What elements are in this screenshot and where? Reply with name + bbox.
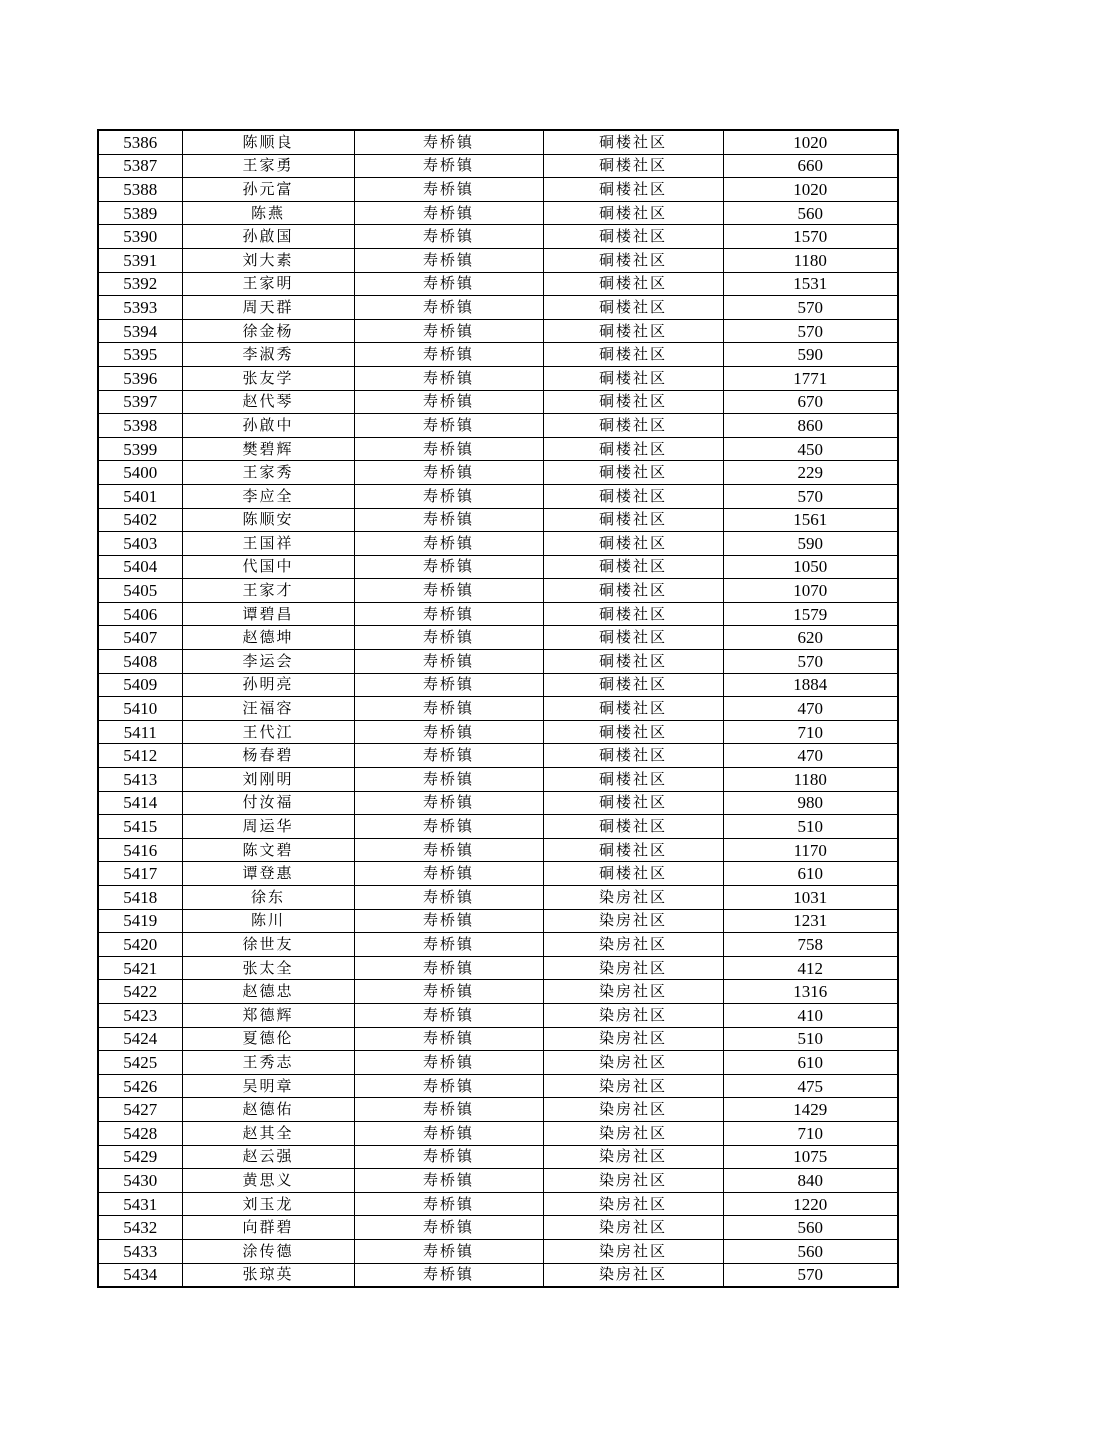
table-row xyxy=(98,178,898,202)
cell-name: 张友学 xyxy=(182,366,354,390)
cell-number: 5415 xyxy=(98,815,182,839)
cell-community: 硐楼社区 xyxy=(543,296,723,320)
table-row xyxy=(98,862,898,886)
cell-community: 硐楼社区 xyxy=(543,650,723,674)
cell-number: 5427 xyxy=(98,1098,182,1122)
table-row xyxy=(98,1074,898,1098)
cell-town: 寿桥镇 xyxy=(354,768,543,792)
cell-name: 张太全 xyxy=(182,956,354,980)
table-row xyxy=(98,414,898,438)
cell-community: 硐楼社区 xyxy=(543,484,723,508)
cell-number: 5429 xyxy=(98,1145,182,1169)
cell-name: 刘刚明 xyxy=(182,768,354,792)
table-row xyxy=(98,532,898,556)
cell-amount: 860 xyxy=(723,414,898,438)
table-row xyxy=(98,956,898,980)
cell-number: 5419 xyxy=(98,909,182,933)
cell-town: 寿桥镇 xyxy=(354,862,543,886)
cell-community: 硐楼社区 xyxy=(543,508,723,532)
table-row xyxy=(98,461,898,485)
cell-community: 硐楼社区 xyxy=(543,461,723,485)
cell-name: 徐金杨 xyxy=(182,319,354,343)
cell-name: 黄思义 xyxy=(182,1169,354,1193)
cell-number: 5401 xyxy=(98,484,182,508)
cell-amount: 412 xyxy=(723,956,898,980)
cell-number: 5431 xyxy=(98,1192,182,1216)
cell-amount: 710 xyxy=(723,1121,898,1145)
table-row xyxy=(98,650,898,674)
cell-name: 王家明 xyxy=(182,272,354,296)
cell-amount: 670 xyxy=(723,390,898,414)
cell-amount: 1429 xyxy=(723,1098,898,1122)
cell-amount: 620 xyxy=(723,626,898,650)
cell-number: 5424 xyxy=(98,1027,182,1051)
cell-number: 5399 xyxy=(98,437,182,461)
cell-number: 5405 xyxy=(98,579,182,603)
cell-number: 5421 xyxy=(98,956,182,980)
table-row xyxy=(98,154,898,178)
cell-community: 硐楼社区 xyxy=(543,201,723,225)
cell-town: 寿桥镇 xyxy=(354,886,543,910)
cell-town: 寿桥镇 xyxy=(354,956,543,980)
cell-town: 寿桥镇 xyxy=(354,1145,543,1169)
cell-community: 染房社区 xyxy=(543,1263,723,1287)
cell-town: 寿桥镇 xyxy=(354,815,543,839)
cell-number: 5403 xyxy=(98,532,182,556)
cell-community: 染房社区 xyxy=(543,980,723,1004)
cell-community: 染房社区 xyxy=(543,956,723,980)
cell-name: 张琼英 xyxy=(182,1263,354,1287)
cell-name: 赵代琴 xyxy=(182,390,354,414)
cell-number: 5404 xyxy=(98,555,182,579)
cell-community: 硐楼社区 xyxy=(543,225,723,249)
cell-name: 陈川 xyxy=(182,909,354,933)
table-row xyxy=(98,720,898,744)
table-row xyxy=(98,296,898,320)
cell-name: 樊碧辉 xyxy=(182,437,354,461)
table-row xyxy=(98,933,898,957)
cell-name: 孙啟国 xyxy=(182,225,354,249)
cell-amount: 1884 xyxy=(723,673,898,697)
cell-town: 寿桥镇 xyxy=(354,838,543,862)
table-row xyxy=(98,602,898,626)
table-row xyxy=(98,838,898,862)
cell-amount: 560 xyxy=(723,1216,898,1240)
cell-number: 5392 xyxy=(98,272,182,296)
cell-town: 寿桥镇 xyxy=(354,508,543,532)
cell-number: 5389 xyxy=(98,201,182,225)
cell-name: 郑德辉 xyxy=(182,1003,354,1027)
cell-number: 5416 xyxy=(98,838,182,862)
table-row xyxy=(98,225,898,249)
table-row xyxy=(98,909,898,933)
table-row xyxy=(98,697,898,721)
cell-town: 寿桥镇 xyxy=(354,272,543,296)
cell-town: 寿桥镇 xyxy=(354,909,543,933)
cell-amount: 1070 xyxy=(723,579,898,603)
cell-number: 5425 xyxy=(98,1051,182,1075)
cell-amount: 470 xyxy=(723,697,898,721)
table-row xyxy=(98,1216,898,1240)
cell-town: 寿桥镇 xyxy=(354,461,543,485)
cell-amount: 450 xyxy=(723,437,898,461)
cell-name: 汪福容 xyxy=(182,697,354,721)
cell-community: 染房社区 xyxy=(543,1121,723,1145)
cell-name: 王家勇 xyxy=(182,154,354,178)
cell-number: 5414 xyxy=(98,791,182,815)
cell-amount: 1075 xyxy=(723,1145,898,1169)
cell-community: 染房社区 xyxy=(543,1192,723,1216)
cell-amount: 1180 xyxy=(723,248,898,272)
cell-name: 刘大素 xyxy=(182,248,354,272)
cell-number: 5434 xyxy=(98,1263,182,1287)
cell-town: 寿桥镇 xyxy=(354,343,543,367)
cell-number: 5406 xyxy=(98,602,182,626)
cell-amount: 1050 xyxy=(723,555,898,579)
cell-number: 5394 xyxy=(98,319,182,343)
cell-name: 李运会 xyxy=(182,650,354,674)
cell-community: 硐楼社区 xyxy=(543,768,723,792)
cell-amount: 1180 xyxy=(723,768,898,792)
cell-number: 5417 xyxy=(98,862,182,886)
cell-amount: 1579 xyxy=(723,602,898,626)
cell-community: 硐楼社区 xyxy=(543,343,723,367)
table-row xyxy=(98,1027,898,1051)
cell-name: 谭登惠 xyxy=(182,862,354,886)
cell-name: 刘玉龙 xyxy=(182,1192,354,1216)
cell-community: 染房社区 xyxy=(543,1051,723,1075)
table-row xyxy=(98,1145,898,1169)
cell-community: 硐楼社区 xyxy=(543,697,723,721)
table-row xyxy=(98,201,898,225)
cell-name: 王家才 xyxy=(182,579,354,603)
cell-community: 硐楼社区 xyxy=(543,626,723,650)
cell-community: 硐楼社区 xyxy=(543,414,723,438)
cell-name: 陈顺良 xyxy=(182,130,354,154)
cell-name: 孙明亮 xyxy=(182,673,354,697)
cell-number: 5397 xyxy=(98,390,182,414)
table-row xyxy=(98,886,898,910)
cell-amount: 510 xyxy=(723,1027,898,1051)
cell-town: 寿桥镇 xyxy=(354,178,543,202)
cell-community: 染房社区 xyxy=(543,1027,723,1051)
table-row xyxy=(98,1263,898,1287)
cell-community: 硐楼社区 xyxy=(543,390,723,414)
table-row xyxy=(98,1121,898,1145)
cell-name: 徐东 xyxy=(182,886,354,910)
cell-town: 寿桥镇 xyxy=(354,1051,543,1075)
cell-town: 寿桥镇 xyxy=(354,154,543,178)
cell-community: 硐楼社区 xyxy=(543,720,723,744)
cell-amount: 610 xyxy=(723,862,898,886)
cell-community: 硐楼社区 xyxy=(543,791,723,815)
cell-name: 王家秀 xyxy=(182,461,354,485)
cell-name: 陈燕 xyxy=(182,201,354,225)
cell-town: 寿桥镇 xyxy=(354,484,543,508)
table-row xyxy=(98,579,898,603)
cell-name: 孙元富 xyxy=(182,178,354,202)
cell-name: 夏德伦 xyxy=(182,1027,354,1051)
cell-town: 寿桥镇 xyxy=(354,673,543,697)
cell-community: 染房社区 xyxy=(543,1145,723,1169)
cell-number: 5410 xyxy=(98,697,182,721)
cell-amount: 1231 xyxy=(723,909,898,933)
cell-number: 5428 xyxy=(98,1121,182,1145)
cell-amount: 570 xyxy=(723,650,898,674)
cell-town: 寿桥镇 xyxy=(354,414,543,438)
cell-number: 5386 xyxy=(98,130,182,154)
cell-town: 寿桥镇 xyxy=(354,201,543,225)
cell-number: 5393 xyxy=(98,296,182,320)
cell-amount: 1531 xyxy=(723,272,898,296)
cell-number: 5420 xyxy=(98,933,182,957)
cell-community: 硐楼社区 xyxy=(543,248,723,272)
cell-amount: 840 xyxy=(723,1169,898,1193)
cell-community: 硐楼社区 xyxy=(543,815,723,839)
cell-name: 王国祥 xyxy=(182,532,354,556)
cell-amount: 570 xyxy=(723,296,898,320)
table-row xyxy=(98,319,898,343)
cell-town: 寿桥镇 xyxy=(354,720,543,744)
cell-amount: 560 xyxy=(723,1239,898,1263)
cell-number: 5407 xyxy=(98,626,182,650)
cell-name: 赵德佑 xyxy=(182,1098,354,1122)
table-row xyxy=(98,390,898,414)
table-row xyxy=(98,1098,898,1122)
table-body xyxy=(98,130,898,1287)
cell-number: 5422 xyxy=(98,980,182,1004)
cell-name: 谭碧昌 xyxy=(182,602,354,626)
cell-community: 硐楼社区 xyxy=(543,602,723,626)
cell-amount: 1031 xyxy=(723,886,898,910)
cell-amount: 475 xyxy=(723,1074,898,1098)
table-row xyxy=(98,815,898,839)
cell-name: 赵其全 xyxy=(182,1121,354,1145)
cell-town: 寿桥镇 xyxy=(354,626,543,650)
cell-town: 寿桥镇 xyxy=(354,1239,543,1263)
cell-town: 寿桥镇 xyxy=(354,980,543,1004)
cell-number: 5408 xyxy=(98,650,182,674)
cell-name: 涂传德 xyxy=(182,1239,354,1263)
cell-number: 5391 xyxy=(98,248,182,272)
table-row xyxy=(98,1003,898,1027)
cell-amount: 1220 xyxy=(723,1192,898,1216)
cell-community: 染房社区 xyxy=(543,1216,723,1240)
cell-community: 硐楼社区 xyxy=(543,744,723,768)
cell-town: 寿桥镇 xyxy=(354,1074,543,1098)
cell-town: 寿桥镇 xyxy=(354,532,543,556)
table-row xyxy=(98,1051,898,1075)
cell-amount: 410 xyxy=(723,1003,898,1027)
cell-amount: 470 xyxy=(723,744,898,768)
cell-town: 寿桥镇 xyxy=(354,650,543,674)
cell-amount: 610 xyxy=(723,1051,898,1075)
cell-town: 寿桥镇 xyxy=(354,602,543,626)
cell-number: 5426 xyxy=(98,1074,182,1098)
table-row xyxy=(98,248,898,272)
cell-amount: 660 xyxy=(723,154,898,178)
cell-number: 5411 xyxy=(98,720,182,744)
cell-number: 5390 xyxy=(98,225,182,249)
cell-name: 吴明章 xyxy=(182,1074,354,1098)
cell-community: 硐楼社区 xyxy=(543,437,723,461)
cell-community: 硐楼社区 xyxy=(543,272,723,296)
cell-town: 寿桥镇 xyxy=(354,555,543,579)
cell-number: 5413 xyxy=(98,768,182,792)
cell-amount: 1020 xyxy=(723,130,898,154)
cell-name: 周运华 xyxy=(182,815,354,839)
table-row xyxy=(98,673,898,697)
cell-name: 王秀志 xyxy=(182,1051,354,1075)
cell-town: 寿桥镇 xyxy=(354,319,543,343)
cell-community: 硐楼社区 xyxy=(543,838,723,862)
cell-community: 硐楼社区 xyxy=(543,579,723,603)
cell-community: 硐楼社区 xyxy=(543,154,723,178)
cell-amount: 1316 xyxy=(723,980,898,1004)
cell-amount: 510 xyxy=(723,815,898,839)
cell-number: 5395 xyxy=(98,343,182,367)
table-row xyxy=(98,1239,898,1263)
cell-amount: 590 xyxy=(723,343,898,367)
cell-number: 5388 xyxy=(98,178,182,202)
table-row xyxy=(98,130,898,154)
cell-town: 寿桥镇 xyxy=(354,248,543,272)
cell-amount: 1020 xyxy=(723,178,898,202)
cell-community: 染房社区 xyxy=(543,1074,723,1098)
cell-town: 寿桥镇 xyxy=(354,366,543,390)
cell-community: 染房社区 xyxy=(543,1169,723,1193)
cell-name: 付汝福 xyxy=(182,791,354,815)
cell-town: 寿桥镇 xyxy=(354,296,543,320)
cell-name: 李淑秀 xyxy=(182,343,354,367)
cell-name: 陈文碧 xyxy=(182,838,354,862)
cell-community: 染房社区 xyxy=(543,1239,723,1263)
cell-amount: 758 xyxy=(723,933,898,957)
cell-number: 5409 xyxy=(98,673,182,697)
cell-town: 寿桥镇 xyxy=(354,697,543,721)
table-row xyxy=(98,626,898,650)
cell-amount: 1170 xyxy=(723,838,898,862)
table-row xyxy=(98,980,898,1004)
cell-name: 李应全 xyxy=(182,484,354,508)
cell-community: 硐楼社区 xyxy=(543,673,723,697)
cell-town: 寿桥镇 xyxy=(354,437,543,461)
cell-name: 赵云强 xyxy=(182,1145,354,1169)
table-row xyxy=(98,343,898,367)
table-row xyxy=(98,508,898,532)
cell-amount: 229 xyxy=(723,461,898,485)
cell-community: 染房社区 xyxy=(543,909,723,933)
cell-amount: 980 xyxy=(723,791,898,815)
cell-town: 寿桥镇 xyxy=(354,1098,543,1122)
cell-town: 寿桥镇 xyxy=(354,791,543,815)
cell-number: 5398 xyxy=(98,414,182,438)
cell-community: 染房社区 xyxy=(543,886,723,910)
table-row xyxy=(98,791,898,815)
cell-number: 5396 xyxy=(98,366,182,390)
cell-amount: 1570 xyxy=(723,225,898,249)
cell-amount: 570 xyxy=(723,319,898,343)
cell-amount: 710 xyxy=(723,720,898,744)
cell-amount: 590 xyxy=(723,532,898,556)
cell-name: 陈顺安 xyxy=(182,508,354,532)
cell-name: 孙啟中 xyxy=(182,414,354,438)
cell-community: 染房社区 xyxy=(543,1098,723,1122)
cell-name: 向群碧 xyxy=(182,1216,354,1240)
cell-amount: 570 xyxy=(723,484,898,508)
cell-name: 杨春碧 xyxy=(182,744,354,768)
cell-name: 赵德坤 xyxy=(182,626,354,650)
cell-name: 赵德忠 xyxy=(182,980,354,1004)
cell-town: 寿桥镇 xyxy=(354,1216,543,1240)
cell-community: 硐楼社区 xyxy=(543,319,723,343)
cell-name: 代国中 xyxy=(182,555,354,579)
cell-community: 硐楼社区 xyxy=(543,862,723,886)
table-row xyxy=(98,768,898,792)
cell-number: 5400 xyxy=(98,461,182,485)
cell-community: 硐楼社区 xyxy=(543,555,723,579)
table-row xyxy=(98,366,898,390)
cell-town: 寿桥镇 xyxy=(354,1263,543,1287)
cell-number: 5418 xyxy=(98,886,182,910)
cell-town: 寿桥镇 xyxy=(354,1003,543,1027)
cell-amount: 560 xyxy=(723,201,898,225)
cell-community: 染房社区 xyxy=(543,933,723,957)
cell-town: 寿桥镇 xyxy=(354,744,543,768)
cell-town: 寿桥镇 xyxy=(354,1169,543,1193)
cell-town: 寿桥镇 xyxy=(354,933,543,957)
table-row xyxy=(98,437,898,461)
cell-community: 硐楼社区 xyxy=(543,366,723,390)
cell-number: 5387 xyxy=(98,154,182,178)
cell-town: 寿桥镇 xyxy=(354,130,543,154)
table-row xyxy=(98,1192,898,1216)
cell-name: 周天群 xyxy=(182,296,354,320)
cell-community: 硐楼社区 xyxy=(543,532,723,556)
cell-amount: 570 xyxy=(723,1263,898,1287)
cell-number: 5433 xyxy=(98,1239,182,1263)
table-row xyxy=(98,744,898,768)
table-row xyxy=(98,555,898,579)
table-row xyxy=(98,1169,898,1193)
cell-amount: 1771 xyxy=(723,366,898,390)
table-row xyxy=(98,272,898,296)
cell-town: 寿桥镇 xyxy=(354,225,543,249)
cell-town: 寿桥镇 xyxy=(354,1121,543,1145)
cell-community: 硐楼社区 xyxy=(543,178,723,202)
cell-name: 徐世友 xyxy=(182,933,354,957)
table-row xyxy=(98,484,898,508)
cell-town: 寿桥镇 xyxy=(354,579,543,603)
cell-community: 染房社区 xyxy=(543,1003,723,1027)
cell-town: 寿桥镇 xyxy=(354,1192,543,1216)
cell-name: 王代江 xyxy=(182,720,354,744)
cell-number: 5412 xyxy=(98,744,182,768)
cell-amount: 1561 xyxy=(723,508,898,532)
cell-number: 5402 xyxy=(98,508,182,532)
cell-number: 5423 xyxy=(98,1003,182,1027)
cell-town: 寿桥镇 xyxy=(354,390,543,414)
cell-number: 5430 xyxy=(98,1169,182,1193)
data-table xyxy=(97,129,899,1288)
cell-town: 寿桥镇 xyxy=(354,1027,543,1051)
cell-community: 硐楼社区 xyxy=(543,130,723,154)
cell-number: 5432 xyxy=(98,1216,182,1240)
